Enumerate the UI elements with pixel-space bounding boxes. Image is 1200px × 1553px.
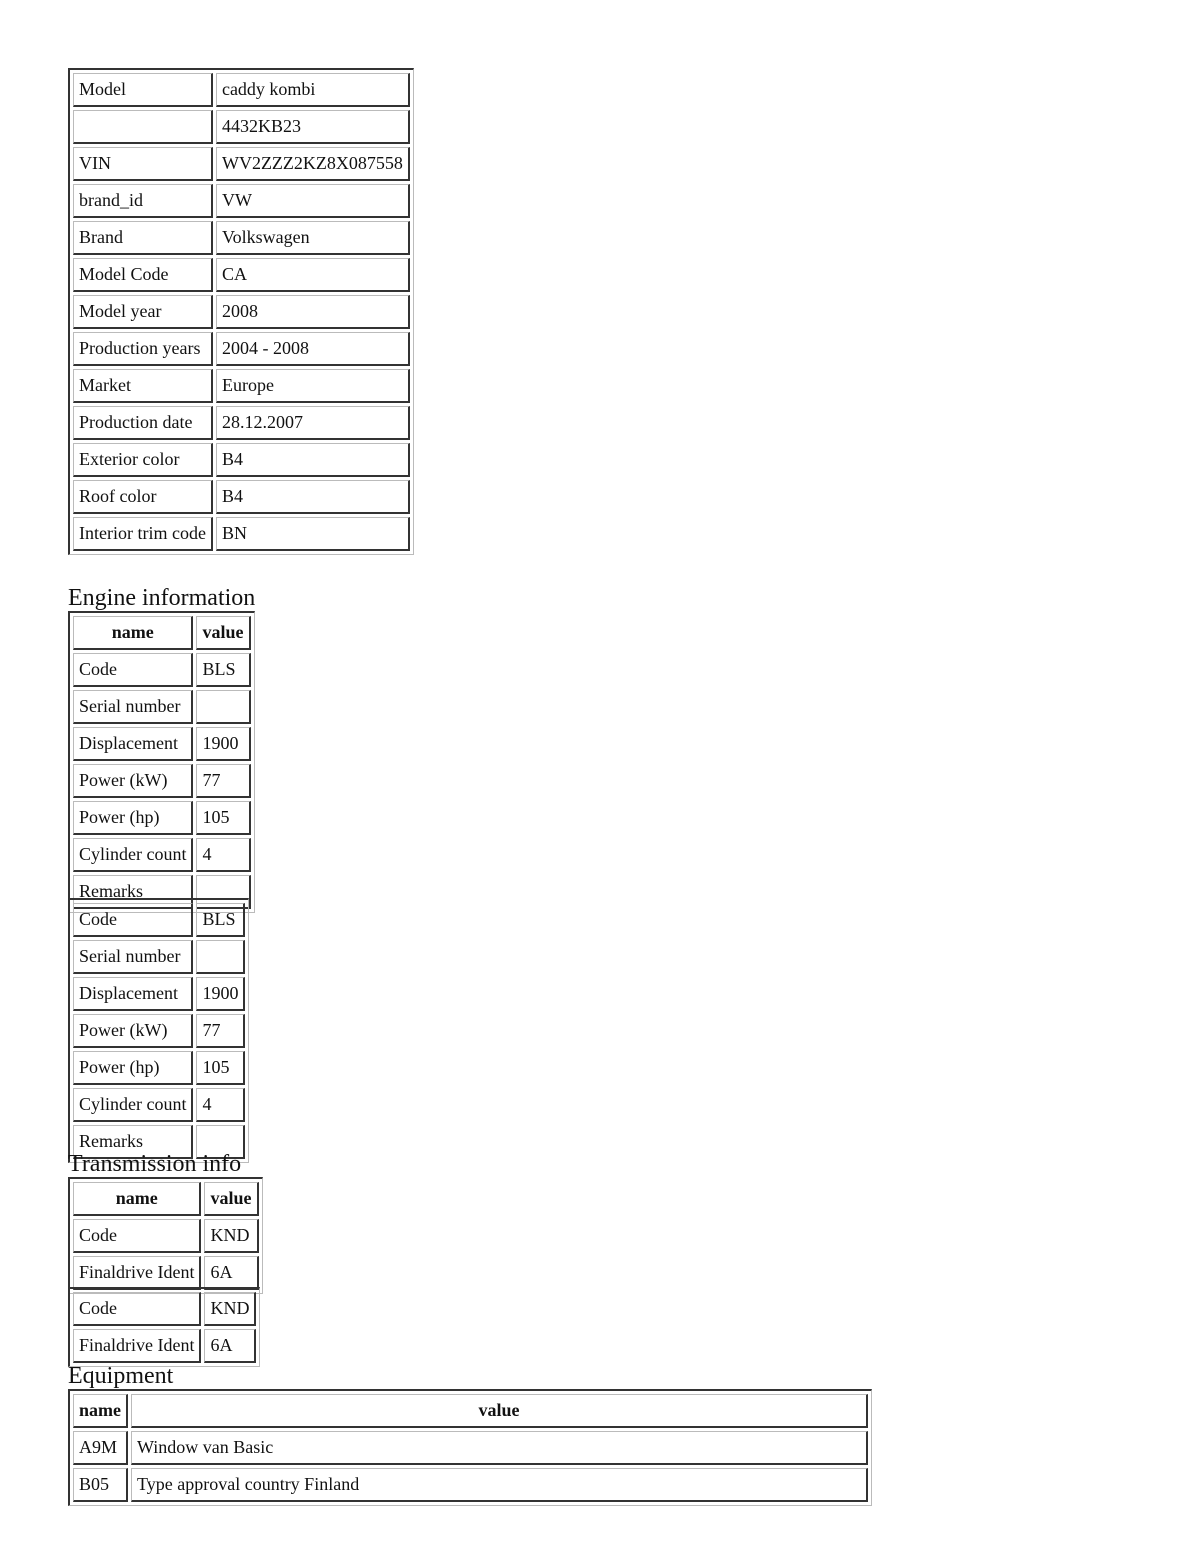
engine-value: BLS	[196, 653, 250, 687]
engine-row	[73, 801, 251, 835]
vehicle-row	[73, 517, 410, 551]
engine-label: Code	[73, 903, 193, 937]
transmission-value-header: value	[204, 1182, 258, 1216]
engine-label: Serial number	[73, 940, 193, 974]
engine-block-2	[73, 903, 245, 1159]
transmission-value: KND	[204, 1292, 256, 1326]
engine-value: 105	[196, 1051, 245, 1085]
vehicle-row	[73, 110, 410, 144]
vehicle-value: Volkswagen	[216, 221, 410, 255]
vehicle-value: WV2ZZZ2KZ8X087558	[216, 147, 410, 181]
engine-label: Serial number	[73, 690, 193, 724]
engine-label: Displacement	[73, 977, 193, 1011]
engine-table-second	[68, 898, 249, 1163]
engine-value: 1900	[196, 977, 245, 1011]
vehicle-row	[73, 73, 410, 107]
transmission-value: KND	[204, 1219, 258, 1253]
vehicle-value: 4432KB23	[216, 110, 410, 144]
vehicle-label: Exterior color	[73, 443, 213, 477]
equipment-value: Type approval country Finland	[131, 1468, 868, 1502]
vehicle-label: Interior trim code	[73, 517, 213, 551]
vehicle-row	[73, 221, 410, 255]
vehicle-value: CA	[216, 258, 410, 292]
engine-label: Displacement	[73, 727, 193, 761]
engine-row	[73, 1088, 245, 1122]
vehicle-row	[73, 480, 410, 514]
vehicle-row	[73, 443, 410, 477]
equipment-label: A9M	[73, 1431, 128, 1465]
equipment-header-row	[73, 1394, 868, 1428]
transmission-table	[68, 1177, 263, 1294]
engine-value-header: value	[196, 616, 250, 650]
transmission-header-row	[73, 1182, 259, 1216]
engine-value: 4	[196, 1088, 245, 1122]
engine-label: Code	[73, 653, 193, 687]
vehicle-row	[73, 184, 410, 218]
engine-label: Power (hp)	[73, 1051, 193, 1085]
engine-row	[73, 727, 251, 761]
engine-row	[73, 653, 251, 687]
vehicle-row	[73, 147, 410, 181]
vehicle-value: VW	[216, 184, 410, 218]
vehicle-value: BN	[216, 517, 410, 551]
transmission-row	[73, 1256, 259, 1290]
equipment-label: B05	[73, 1468, 128, 1502]
engine-row	[73, 903, 245, 937]
vehicle-value: B4	[216, 443, 410, 477]
vehicle-row	[73, 406, 410, 440]
vehicle-label: Brand	[73, 221, 213, 255]
vehicle-label: Model year	[73, 295, 213, 329]
transmission-label: Code	[73, 1219, 201, 1253]
engine-value: 4	[196, 838, 250, 872]
vehicle-label	[73, 110, 213, 144]
vehicle-info-table	[68, 68, 414, 555]
vehicle-value: 2004 - 2008	[216, 332, 410, 366]
engine-row	[73, 690, 251, 724]
vehicle-row	[73, 258, 410, 292]
transmission-block-1	[73, 1219, 259, 1290]
engine-value: 77	[196, 764, 250, 798]
engine-block-1	[73, 653, 251, 909]
transmission-table-second	[68, 1287, 260, 1367]
transmission-block-2	[73, 1292, 256, 1363]
engine-label: Cylinder count	[73, 1088, 193, 1122]
engine-value: BLS	[196, 903, 245, 937]
equipment-row	[73, 1431, 868, 1465]
transmission-row	[73, 1292, 256, 1326]
equipment-section-title: Equipment	[68, 1363, 174, 1389]
transmission-label: Finaldrive Ident	[73, 1256, 201, 1290]
engine-row	[73, 838, 251, 872]
vehicle-row	[73, 332, 410, 366]
transmission-label: Finaldrive Ident	[73, 1329, 201, 1363]
engine-header-row	[73, 616, 251, 650]
vehicle-label: Model	[73, 73, 213, 107]
vehicle-label: Roof color	[73, 480, 213, 514]
equipment-value-header: value	[131, 1394, 868, 1428]
transmission-name-header: name	[73, 1182, 201, 1216]
transmission-section-title: Transmission info	[68, 1151, 242, 1177]
engine-label: Power (kW)	[73, 1014, 193, 1048]
vehicle-value: 2008	[216, 295, 410, 329]
engine-row	[73, 1014, 245, 1048]
engine-value	[196, 940, 245, 974]
vehicle-label: Market	[73, 369, 213, 403]
engine-row	[73, 977, 245, 1011]
vehicle-label: brand_id	[73, 184, 213, 218]
transmission-row	[73, 1219, 259, 1253]
equipment-row	[73, 1468, 868, 1502]
engine-value	[196, 690, 250, 724]
vehicle-value: Europe	[216, 369, 410, 403]
engine-value: 1900	[196, 727, 250, 761]
engine-row	[73, 764, 251, 798]
vehicle-label: VIN	[73, 147, 213, 181]
engine-value: 105	[196, 801, 250, 835]
vehicle-value: B4	[216, 480, 410, 514]
equipment-table	[68, 1389, 872, 1506]
transmission-value: 6A	[204, 1256, 258, 1290]
vehicle-value: caddy kombi	[216, 73, 410, 107]
transmission-row	[73, 1329, 256, 1363]
engine-label: Power (hp)	[73, 801, 193, 835]
engine-value: 77	[196, 1014, 245, 1048]
vehicle-row	[73, 295, 410, 329]
engine-name-header: name	[73, 616, 193, 650]
engine-row	[73, 1051, 245, 1085]
engine-label: Power (kW)	[73, 764, 193, 798]
equipment-body	[73, 1431, 868, 1502]
engine-label: Remarks	[73, 875, 193, 909]
transmission-label: Code	[73, 1292, 201, 1326]
vehicle-row	[73, 369, 410, 403]
vehicle-value: 28.12.2007	[216, 406, 410, 440]
vehicle-label: Production years	[73, 332, 213, 366]
transmission-value: 6A	[204, 1329, 256, 1363]
vehicle-label: Production date	[73, 406, 213, 440]
engine-row	[73, 940, 245, 974]
engine-table	[68, 611, 255, 913]
equipment-name-header: name	[73, 1394, 128, 1428]
equipment-value: Window van Basic	[131, 1431, 868, 1465]
engine-section-title: Engine information	[68, 585, 256, 611]
vehicle-info-body	[73, 73, 410, 551]
engine-label: Remarks	[73, 1125, 193, 1159]
vehicle-label: Model Code	[73, 258, 213, 292]
engine-label: Cylinder count	[73, 838, 193, 872]
